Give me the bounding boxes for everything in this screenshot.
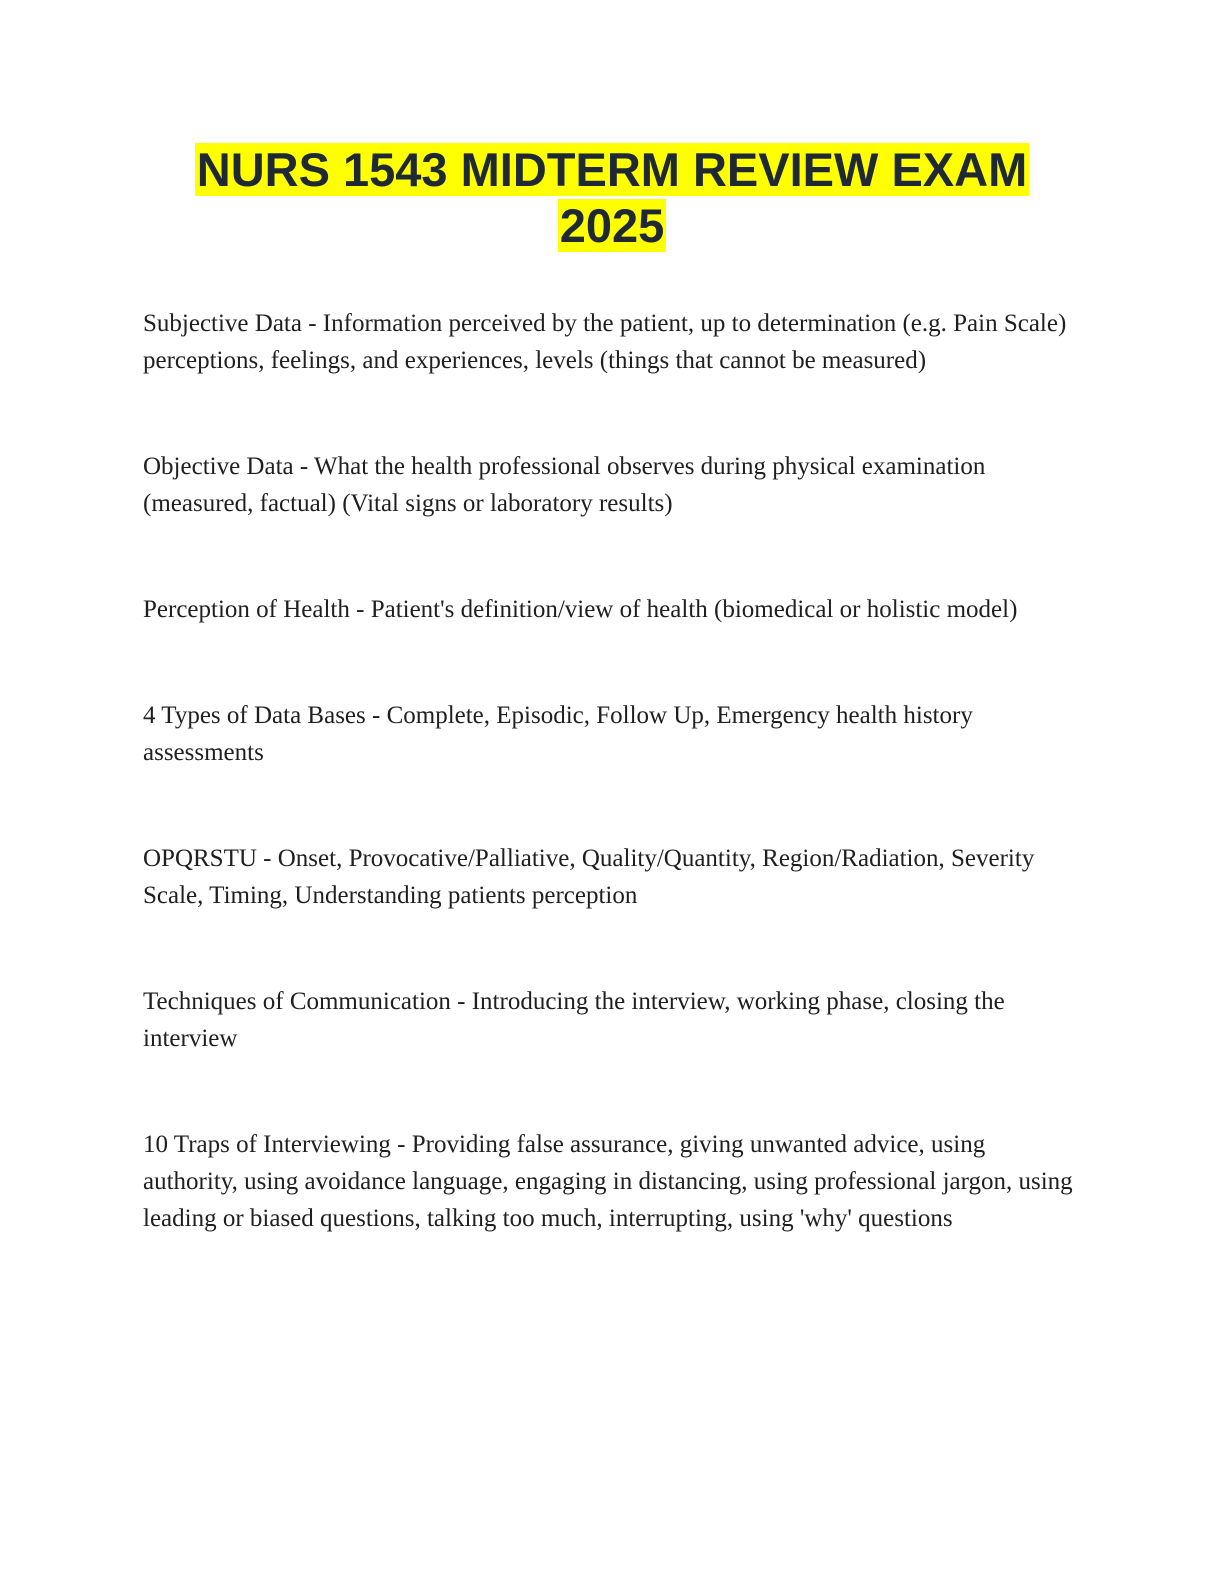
entry-opqrstu: OPQRSTU - Onset, Provocative/Palliative, Quality/Quantity, Region/Radiation, Severity Scale, Timing, Understanding patients perception bbox=[143, 845, 1035, 909]
entry-data-bases: 4 Types of Data Bases - Complete, Episodic, Follow Up, Emergency health history assessments bbox=[143, 702, 973, 766]
entry-communication-techniques: Techniques of Communication - Introducing the interview, working phase, closing the interview bbox=[143, 988, 1005, 1052]
entry-objective-data: Objective Data - What the health professional observes during physical examination (measured, factual) (Vital signs or laboratory results) bbox=[143, 453, 986, 517]
entry-interviewing-traps: 10 Traps of Interviewing - Providing false assurance, giving unwanted advice, using authority, using avoidance language, engaging in distancing, using professional jargon, using leading or biased questions, talking too much, interrupting, using 'why' questions bbox=[143, 1131, 1073, 1232]
entry-subjective-data: Subjective Data - Information perceived by the patient, up to determination (e.g. Pain Scale) perceptions, feelings, and experiences, levels (things that cannot be measured) bbox=[143, 310, 1067, 374]
document-title bbox=[0, 142, 1224, 254]
title-line-1: NURS 1543 MIDTERM REVIEW EXAM bbox=[196, 143, 1028, 196]
entry-perception-of-health: Perception of Health - Patient's definition/view of health (biomedical or holistic model) bbox=[143, 596, 1018, 623]
review-entries bbox=[143, 305, 1073, 1306]
title-line-2: 2025 bbox=[559, 199, 665, 252]
